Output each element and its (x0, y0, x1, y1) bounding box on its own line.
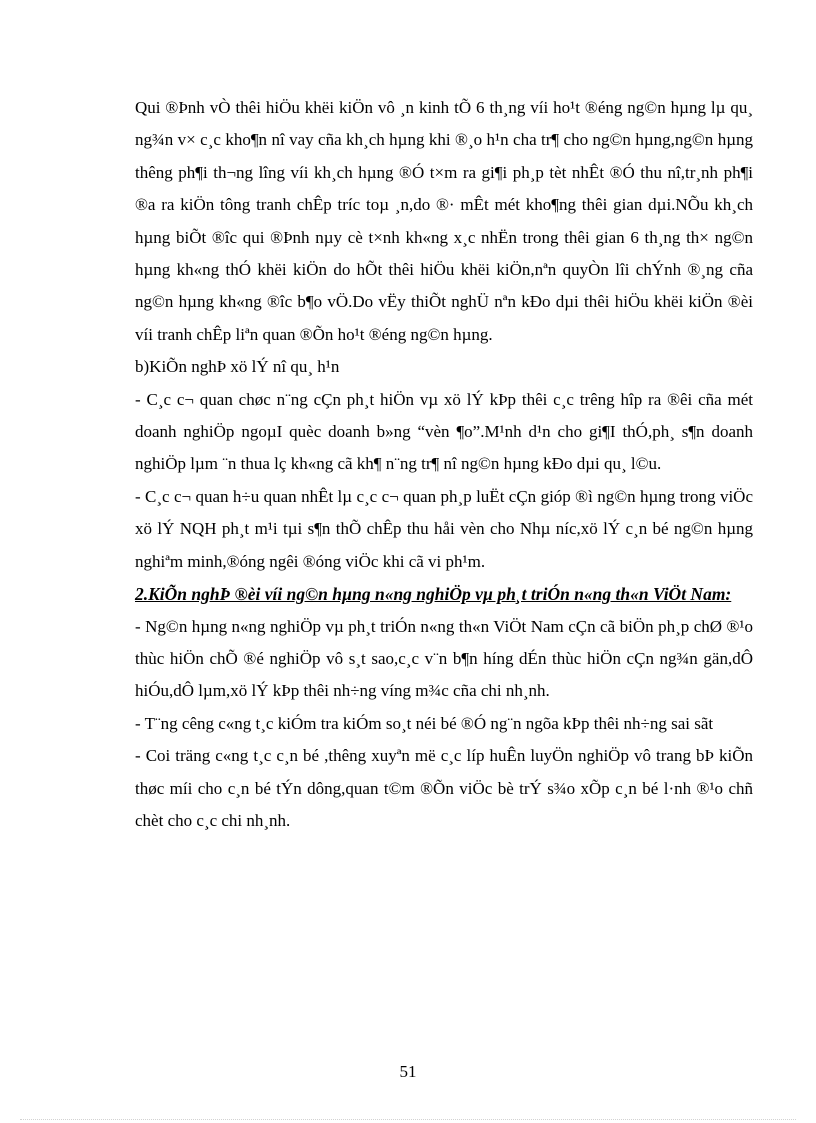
paragraph-staff-training: - Coi träng c«ng t¸c c¸n bé ,thêng xuyªn më c¸c líp huÊn luyÖn nghiÖp vô trang bÞ kiÕn thøc míi cho c¸n bé tÝn dông,quan t©m ®Õn viÖc bè trÝ s¾o xÕp c¸n bé l·nh ®¹o chñ chèt cho c¸c chi nh¸nh. (135, 746, 753, 830)
paragraph-internal-audit: - T¨ng cêng c«ng t¸c kiÓm tra kiÓm so¸t néi bé ®Ó ng¨n ngõa kÞp thêi nh÷ng sai sãt (135, 713, 714, 733)
footer-divider (20, 1119, 796, 1120)
section-heading-recommendations: 2.KiÕn nghÞ ®èi víi ng©n hµng n«ng nghiÖp vµ ph¸t triÓn n«ng th«n ViÖt Nam: (135, 584, 732, 605)
paragraph-legal-agencies: - C¸c c¬ quan h÷u quan nhÊt lµ c¸c c¬ quan ph¸p luËt cÇn gióp ®ì ng©n hµng trong viÖc xö lÝ NQH ph¸t m¹i tµi s¶n thÕ chÊp thu håi vèn cho Nhµ níc,xö lÝ c¸n bé ng©n hµng nghiªm minh,®óng ngêi ®óng viÖc khi cã vi ph¹m. (135, 486, 753, 571)
page-number: 51 (399, 1062, 417, 1081)
paragraph-statute-of-limitations: Qui ®Þnh vÒ thêi hiÖu khëi kiÖn vô ¸n kinh tÕ 6 th¸ng víi ho¹t ®éng ng©n hµng lµ qu¸ ng¾n v× c¸c kho¶n nî vay cña kh¸ch hµng khi ®¸o h¹n cha tr¶ cho ng©n hµng,ng©n hµng thêng ph¶i th¬ng lîng víi kh¸ch hµng ®Ó t×m ra gi¶i ph¸p tèt nhÊt ®Ó thu nî,tr¸nh ph¶i ®a ra kiÖn tông tranh chÊp tríc toµ ¸n,do ®· mÊt mét kho¶ng thêi gian dµi.NÕu kh¸ch hµng biÕt ®îc qui ®Þnh nµy cè t×nh kh«ng x¸c nhËn trong thêi gian 6 th¸ng th× ng©n hµng kh«ng thÓ khëi kiÖn do hÕt thêi hiÖu khëi kiÖn,nªn quyÒn lîi chÝnh ®¸ng cña ng©n hµng kh«ng ®îc b¶o vÖ.Do vËy thiÕt nghÜ nªn kÐo dµi thêi hiÖu khëi kiÖn ®èi víi tranh chÊp liªn quan ®Õn ho¹t ®éng ng©n hµng. (135, 98, 753, 344)
paragraph-guidance: - Ng©n hµng n«ng nghiÖp vµ ph¸t triÓn n«ng th«n ViÖt Nam cÇn cã biÖn ph¸p chØ ®¹o thùc hiÖn chÕ ®é nghiÖp vô s¸t sao,c¸c v¨n b¶n híng dÉn thùc hiÖn cÇn ng¾n gän,dÔ hiÓu,dÔ lµm,xö lÝ kÞp thêi nh÷ng víng m¾c cña chi nh¸nh. (135, 616, 753, 701)
paragraph-bankruptcy: - C¸c c¬ quan chøc n¨ng cÇn ph¸t hiÖn vµ xö lÝ kÞp thêi c¸c trêng hîp ra ®êi cña mét doanh nghiÖp ngoµI quèc doanh b»ng “vèn ¶o”.M¹nh d¹n cho gi¶I thÓ,ph¸ s¶n doanh nghiÖp lµm ¨n thua lç kh«ng cã kh¶ n¨ng tr¶ nî ng©n hµng kÐo dµi qu¸ l©u. (135, 389, 753, 474)
page-body (135, 92, 753, 837)
subheading-overdue-debt: b)KiÕn nghÞ xö lÝ nî qu¸ h¹n (135, 357, 340, 377)
